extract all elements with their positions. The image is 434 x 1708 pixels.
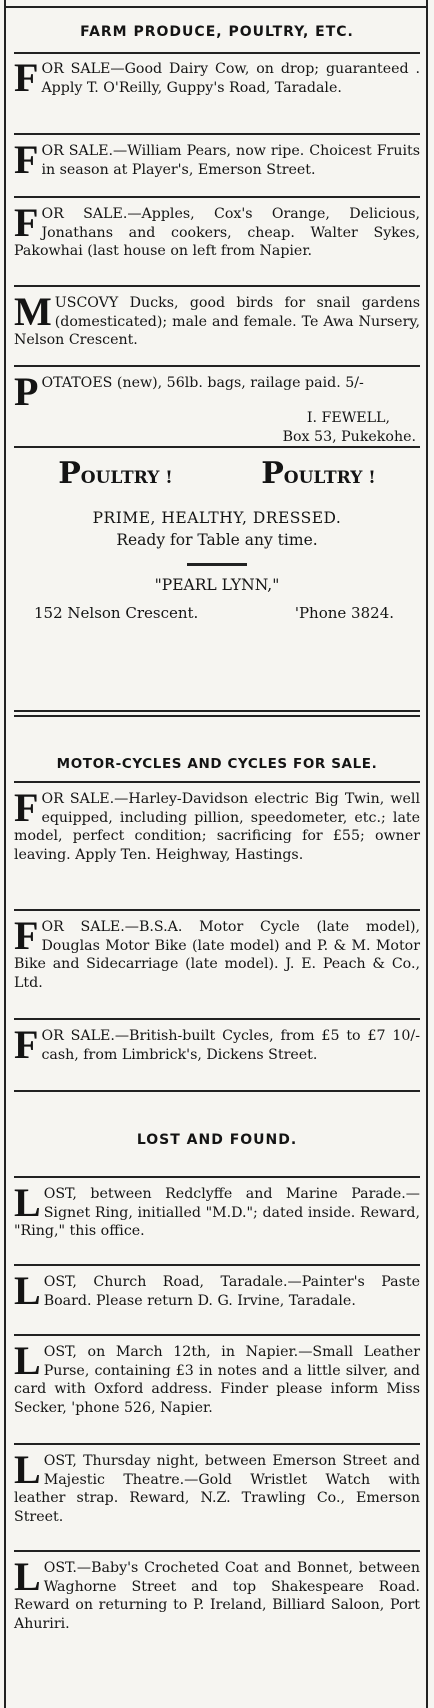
ad-signature-name: I. FEWELL, [306, 410, 390, 426]
classified-ad [14, 1268, 420, 1313]
divider [14, 1550, 420, 1552]
classified-ad [14, 369, 420, 446]
divider [14, 446, 420, 448]
divider [14, 1334, 420, 1336]
divider [14, 1090, 420, 1092]
section-heading-farm: FARM PRODUCE, POULTRY, ETC. [80, 24, 354, 40]
classified-ad [14, 785, 420, 864]
ad-text: USCOVY Ducks, good birds for snail gardens (domesticated); male and female. Te Awa Nursery, Nelson Crescent. [14, 295, 420, 348]
classified-ad [14, 289, 420, 350]
poultry-contact [14, 604, 420, 622]
classified-ad [14, 200, 420, 261]
drop-cap: L [14, 1447, 41, 1492]
drop-cap: F [14, 913, 39, 958]
divider [14, 909, 420, 911]
drop-cap: F [14, 1022, 39, 1067]
short-rule [187, 563, 247, 566]
newspaper-column [4, 0, 428, 1708]
divider [14, 365, 420, 367]
drop-cap: L [14, 1554, 41, 1599]
drop-cap: F [14, 200, 39, 245]
section-heading-motor: MOTOR-CYCLES AND CYCLES FOR SALE. [56, 756, 378, 772]
drop-cap: L [14, 1180, 41, 1225]
poultry-line-2: Ready for Table any time. [116, 531, 318, 549]
divider [14, 285, 420, 287]
ad-signature-address: Box 53, Pukekohe. [282, 428, 416, 445]
ad-text: OST, between Redclyffe and Marine Parade.—Signet Ring, initialled "M.D."; dated inside. Reward, "Ring," this office. [14, 1186, 420, 1239]
drop-cap: F [14, 785, 39, 830]
drop-cap: M [14, 289, 52, 334]
poultry-display-ad [14, 456, 420, 706]
poultry-headline: POULTRY ! [261, 456, 376, 491]
classified-ad [14, 1447, 420, 1526]
divider [14, 1018, 420, 1020]
ad-text: OR SALE.—British-built Cycles, from £5 to £7 10/- cash, from Limbrick's, Dickens Street. [41, 1028, 420, 1063]
ad-text: OR SALE.—Apples, Cox's Orange, Delicious, Jonathans and cookers, cheap. Walter Sykes, Pakowhai (last house on left from Napier. [14, 206, 420, 259]
classified-ad [14, 1554, 420, 1633]
poultry-headline: POULTRY ! [58, 456, 173, 491]
poultry-line-1: PRIME, HEALTHY, DRESSED. [92, 509, 342, 527]
drop-cap: F [14, 137, 39, 182]
divider [14, 1176, 420, 1178]
top-rule [6, 6, 426, 8]
section-heading-lost: LOST AND FOUND. [136, 1132, 298, 1148]
ad-text: OR SALE.—Harley-Davidson electric Big Twin, well equipped, including pillion, speedometer, etc.; late model, perfect condition; sacrificing for £55; owner leaving. Apply Ten. Heighway, Hastings. [14, 791, 420, 863]
ad-text: OTATOES (new), 56lb. bags, railage paid. 5/- [41, 375, 364, 391]
ad-text: OR SALE.—William Pears, now ripe. Choicest Fruits in season at Player's, Emerson Street. [41, 143, 420, 178]
drop-cap: F [14, 55, 39, 100]
divider [14, 52, 420, 54]
poultry-seller-name: "PEARL LYNN," [154, 576, 280, 594]
classified-ad [14, 1338, 420, 1417]
classified-ad [14, 913, 420, 992]
poultry-address: 152 Nelson Crescent. [34, 604, 199, 622]
divider [14, 1264, 420, 1266]
classified-ad [14, 137, 420, 182]
double-divider [14, 710, 420, 717]
ad-text: OST.—Baby's Crocheted Coat and Bonnet, between Waghorne Street and top Shakespeare Road. Reward on returning to P. Ireland, Billiard Saloon, Port Ahuriri. [14, 1560, 420, 1632]
classified-ad [14, 1022, 420, 1067]
divider [14, 1443, 420, 1445]
drop-cap: P [14, 369, 39, 414]
divider [14, 133, 420, 135]
poultry-phone: 'Phone 3824. [294, 604, 394, 622]
ad-text: OR SALE—Good Dairy Cow, on drop; guaranteed . Apply T. O'Reilly, Guppy's Road, Taradale. [41, 61, 420, 96]
ad-text: OR SALE.—B.S.A. Motor Cycle (late model), Douglas Motor Bike (late model) and P. & M. Motor Bike and Sidecarriage (late model). J. E. Peach & Co., Ltd. [14, 919, 420, 991]
divider [14, 196, 420, 198]
divider [14, 781, 420, 783]
classified-ad [14, 55, 420, 100]
classified-ad [14, 1180, 420, 1241]
ad-text: OST, Church Road, Taradale.—Painter's Paste Board. Please return D. G. Irvine, Taradale. [43, 1274, 420, 1309]
drop-cap: L [14, 1268, 41, 1313]
ad-text: OST, on March 12th, in Napier.—Small Leather Purse, containing £3 in notes and a little silver, and card with Oxford address. Finder please inform Miss Secker, 'phone 526, Napier. [14, 1344, 420, 1416]
poultry-headlines [14, 456, 420, 491]
ad-text: OST, Thursday night, between Emerson Street and Majestic Theatre.—Gold Wristlet Watch with leather strap. Reward, N.Z. Trawling Co., Emerson Street. [14, 1453, 420, 1525]
drop-cap: L [14, 1338, 41, 1383]
